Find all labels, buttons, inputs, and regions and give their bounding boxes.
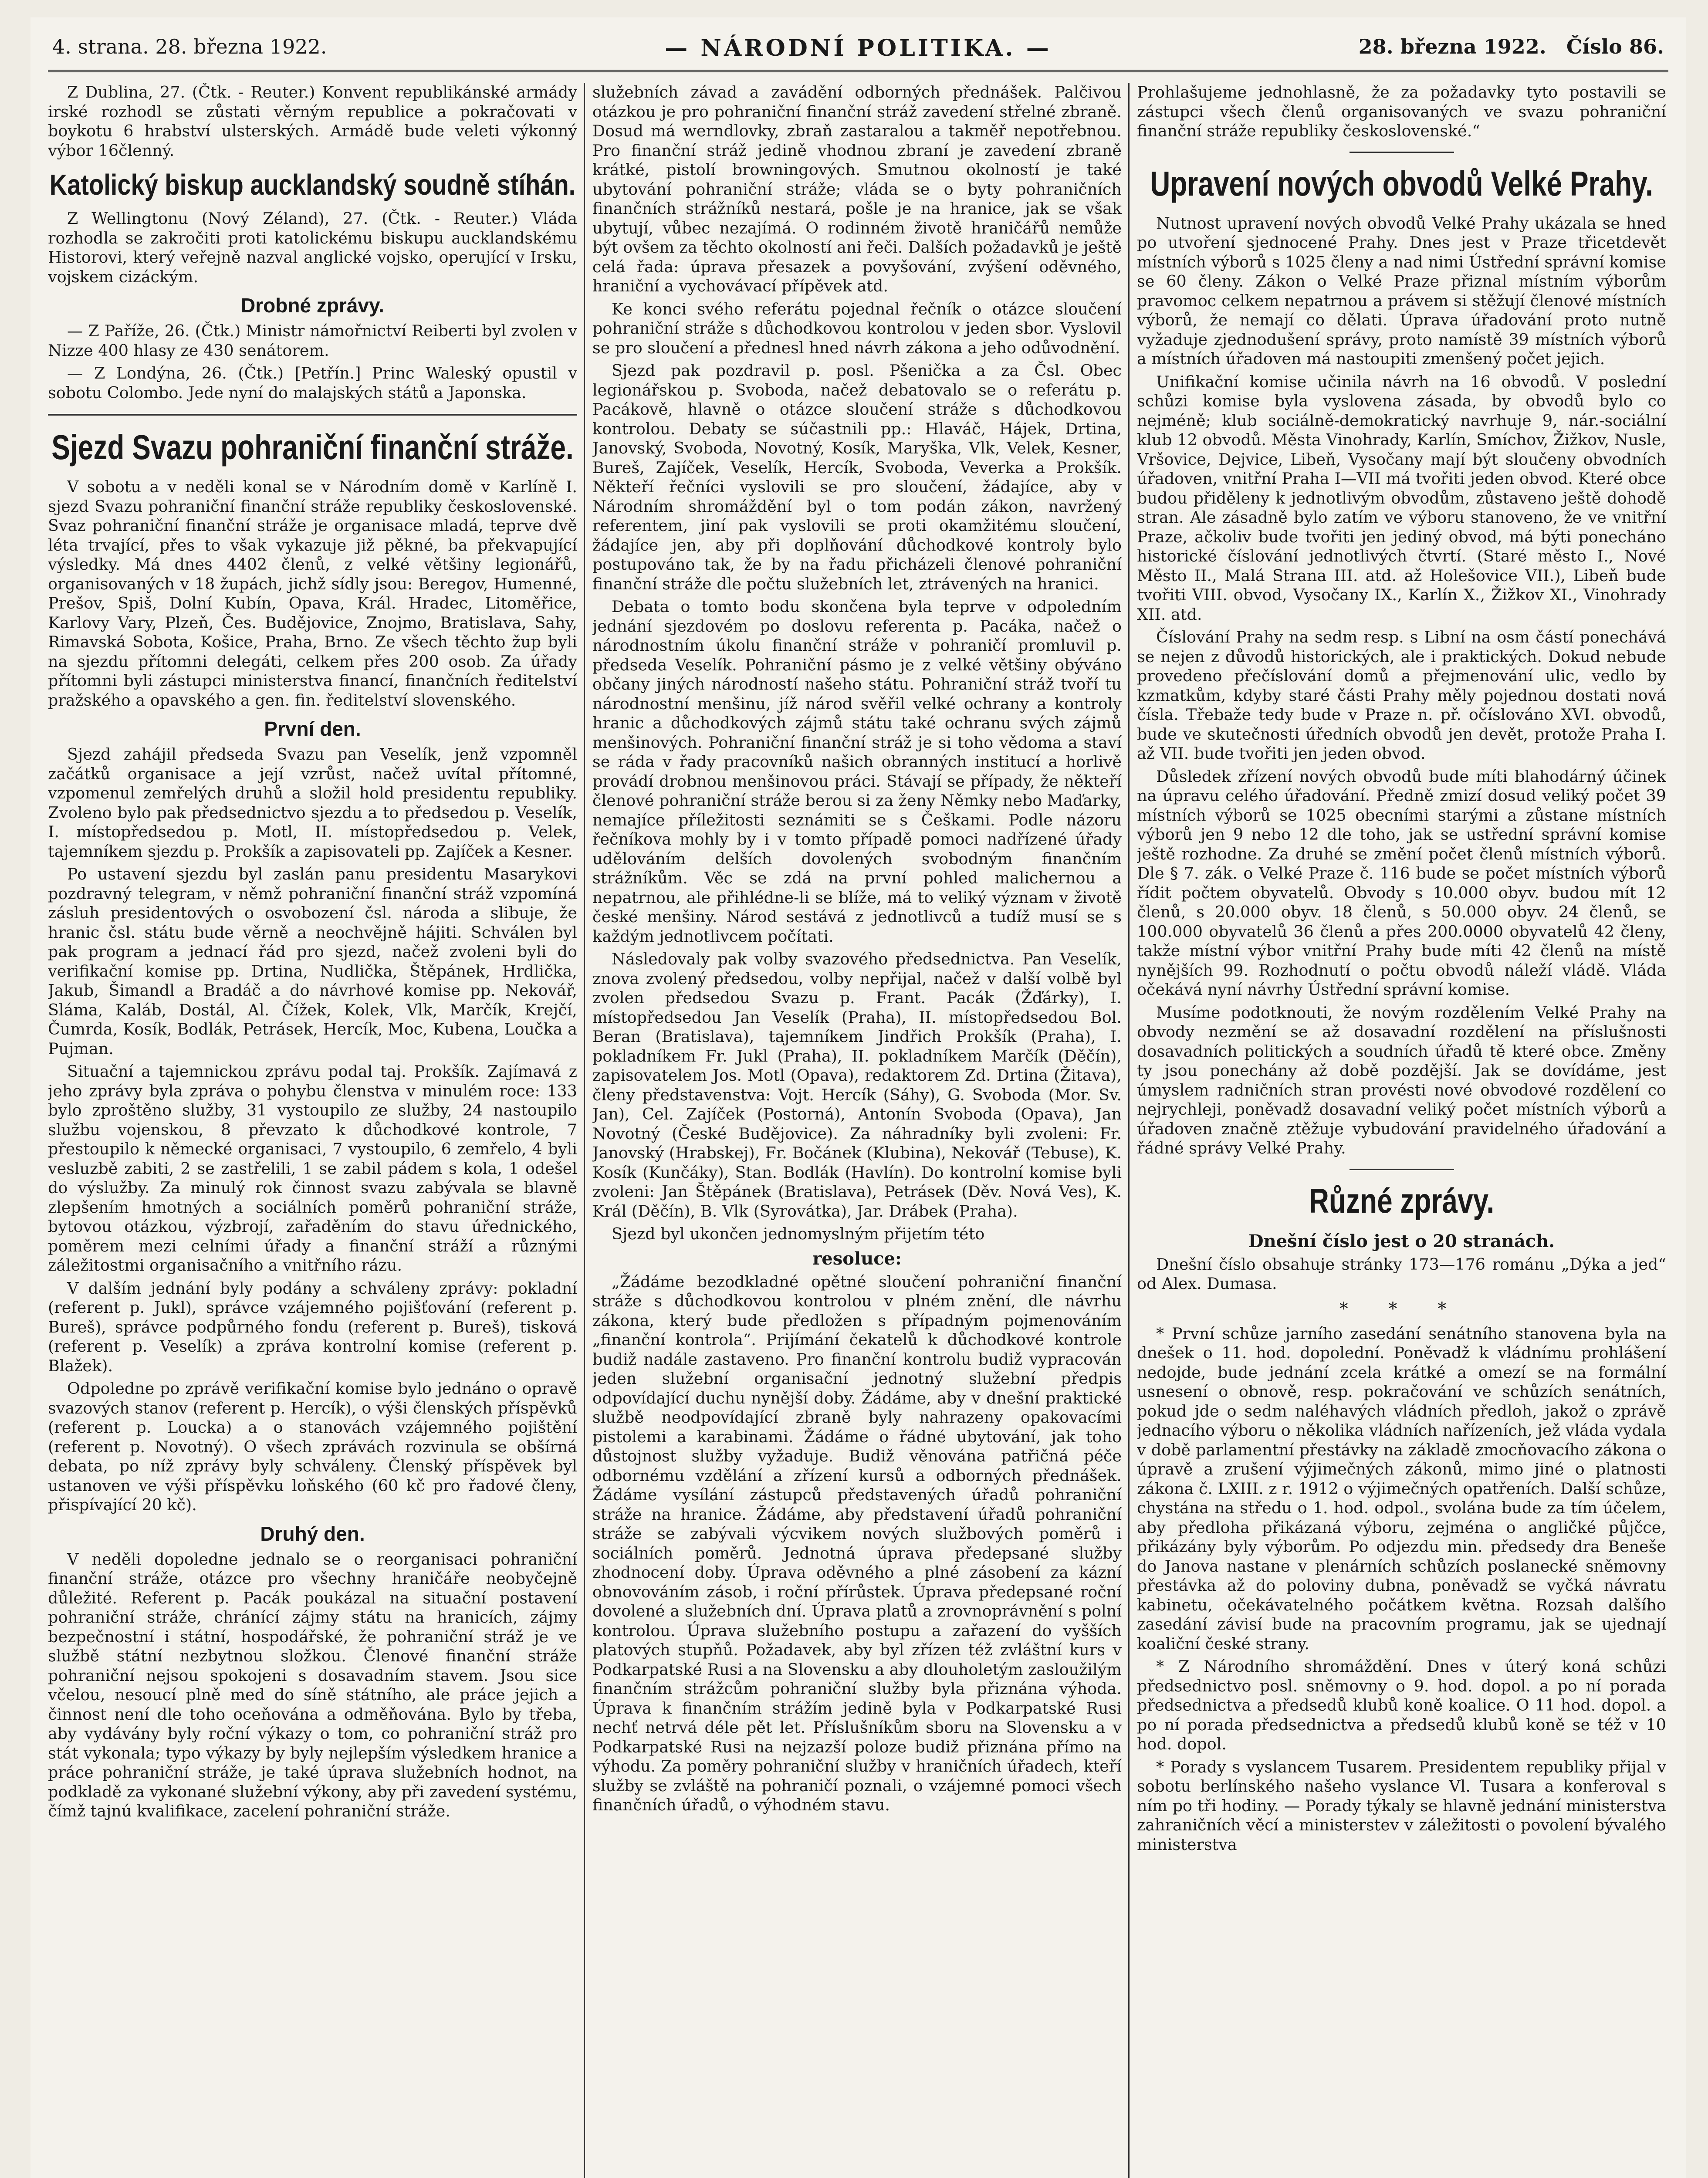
article-paragraph: Unifikační komise učinila návrh na 16 obvodů. V poslední schůzi komise byla vyslovena zásada, by obvodů bylo co nejméně; klub sociálně-demokratický navrhuje 9, nár.-sociální klub 12 obvodů. Města Vinohrady, Karlín, Smíchov, Žižkov, Nusle, Vršovice, Dejvice, Libeň, Vysočany mají být sloučeny obvodních úřadoven, vnitřní Praha I—VII má tvořiti jeden obvod. Které obce budou přiděleny k jednotlivým obvodům, zůstaveno ještě dohodě stran. Ale zásadně bylo zatím ve výboru stanoveno, že ve vnitřní Praze, ačkoliv bude tvořiti jen jediný obvod, má býti ponecháno historické číslování jednotlivých čtvrtí. (Staré město I., Nové Město II., Malá Strana III. atd. až Holešovice VII.), Libeň bude tvořiti VIII. obvod, Vysočany IX., Karlín X., Žižkov XI., Vinohrady XII. atd. <box>1137 372 1666 624</box>
article-paragraph: služebních závad a zavádění odborných přednášek. Palčivou otázkou je pro pohraniční finanční stráž zavedení střelné zbraně. Dosud má werndlovky, zbraň zastaralou a takměř nepotřebnou. Pro finanční stráž jedině vhodnou zbraní je zavedení zbraně krátké, pistolí browningových. Smutnou okolností je také ubytování pohraniční stráže; vláda se o byty pohraničních finančních strážníků nestará, pošle je na hranice, jak se však ubytují, vůbec nezajímá. O rodinném životě hraničářů nemůže být ovšem za těchto okolností ani řeči. Dalších požadavků je ještě celá řada: úprava přesazek a povyšování, zvýšení oděvného, hraniční a vychovávací přípěvek atd. <box>592 83 1122 295</box>
article-paragraph: Ke konci svého referátu pojednal řečník o otázce sloučení pohraniční stráže s důchodkovou kontrolou v jeden sbor. Vyslovil se pro sloučení a přednesl hned návrh zákona a jeho odůvodnění. <box>592 299 1122 357</box>
section-rule <box>1349 152 1454 153</box>
headline-drobne: Drobné zprávy. <box>241 294 384 317</box>
column-divider <box>584 83 585 2178</box>
column-3 <box>1137 83 1666 2178</box>
subheading-second-day: Druhý den. <box>260 1522 365 1545</box>
headline-bishop: Katolický biskup aucklandský soudně stíhán. <box>49 168 576 201</box>
article-paragraph: Z Dublina, 27. (Čtk. - Reuter.) Konvent republikánské armády irské rozhodl se zůstati věrným republice a pokračovati v boykotu 6 hrabství ulsterských. Armádě bude veleti výkonný výbor 16členný. <box>48 83 577 160</box>
article-paragraph: Dnešní číslo obsahuje stránky 173—176 románu „Dýka a jed“ od Alex. Dumasa. <box>1137 1255 1666 1293</box>
date-right: 28. března 1922. <box>1358 35 1546 58</box>
article-paragraph: Debata o tomto bodu skončena byla teprve v odpoledním jednání sjezdovém po doslovu referenta p. Pacáka, načež o národnostním úkolu finanční stráže v pohraničí promluvil p. předseda Veselík. Pohraniční pásmo je z velké většiny obýváno občany jiných národností našeho státu. Pohraniční stráž tvoří tu národnostní menšinu, jíž národ svěřil velké ochrany a kontroly hranic a důchodkových zájmů státu také ochranu svých zájmů menšinových. Pohraniční finanční stráž je si toho vědoma a staví se ráda v řady pracovníků našich obranných institucí a horlivě provádí drobnou menšinovou práci. Stávají se případy, že někteří členové pohraniční stráže berou si za ženy Němky nebo Maďarky, nemajíce příležitosti seznámiti se s Češkami. Podle názoru řečníkova mohly by i v tomto případě pomoci nadřízené úřady udělováním delších dovolených svobodným finančním strážníkům. Věc se zdá na první pohled malichernou a nepatrnou, ale přihlédne-li se blíže, má to veliký význam v životě české menšiny. Národ sestává z jednotlivců a tudíž musí se s každým jednotlivcem počítati. <box>592 597 1122 946</box>
column-divider <box>1128 83 1130 2178</box>
article-paragraph: Následovaly pak volby svazového předsednictva. Pan Veselík, znova zvolený předsedou, volby nepřijal, načež v další volbě byl zvolen předsedou Svazu p. Frant. Pacák (Žďárky), I. místopředsedou Jan Veselík (Praha), II. místopředsedou Bol. Beran (Bratislava), tajemníkem Jindřich Prokšík (Praha), I. pokladníkem Fr. Jukl (Praha), II. pokladníkem Marčík (Děčín), zapisovatelem Jos. Motl (Opava), redaktorem Zd. Drtina (Žitava), členy představenstva: Vojt. Hercík (Sáhy), G. Svoboda (Mor. Sv. Jan), Cel. Zajíček (Postorná), Antonín Svoboda (Opava), Jan Novotný (České Budějovice). Za náhradníky byli zvoleni: Fr. Janovský (Hrabskej), Fr. Bočánek (Klubina), Nekovář (Tebuse), K. Kosík (Kunčáky), Stan. Bodlák (Havlín). Do kontrolní komise byli zvoleni: Jan Štěpánek (Bratislava), Petrásek (Děv. Nová Ves), K. Král (Děčín), B. Vlk (Syrovátka), Jar. Drábek (Praha). <box>592 950 1122 1221</box>
section-rule <box>1349 1169 1454 1170</box>
article-paragraph: V sobotu a v neděli konal se v Národním domě v Karlíně I. sjezd Svazu pohraniční finanční stráže republiky československé. Svaz pohraniční finanční stráže je organisace mladá, teprve dvě léta trvající, přes to však vykazuje již pěkné, ba překvapující výsledky. Má dnes 4402 členů, z velké většiny legionářů, organisovaných v 18 župách, jichž sídly jsou: Beregov, Humenné, Prešov, Spiš, Dolní Kubín, Opava, Král. Hradec, Litoměřice, Karlovy Vary, Plzeň, Čes. Budějovice, Znojmo, Bratislava, Sahy, Rimavská Sobota, Košice, Praha, Brno. Ze všech těchto žup byli na sjezdu přítomni delegáti, celkem přes 200 osob. Za úřady přítomni byli zástupci ministerstva financí, finančních ředitelství pražského a opavského a gen. fin. ředitelství slovenského. <box>48 477 577 710</box>
article-paragraph: Po ustavení sjezdu byl zaslán panu presidentu Masarykovi pozdravný telegram, v němž pohraniční finanční stráž vzpomíná zásluh presidentových o osvobození čsl. národa a slibuje, že hranic čsl. státu bude věrně a neochvějně hájiti. Schválen byl pak program a jednací řád pro sjezd, načež zvoleni byli do verifikační komise pp. Drtina, Nudlička, Štěpánek, Hrdlička, Jakub, Šimandl a Bradáč a do návrhové komise pp. Nekovář, Sláma, Kaláb, Dostál, Al. Čížek, Kolek, Vlk, Marčík, Krejčí, Čumrda, Kosík, Bodlák, Petrásek, Hercík, Moc, Kubena, Loučka a Pujman. <box>48 865 577 1058</box>
article-paragraph: Odpoledne po zprávě verifikační komise bylo jednáno o opravě svazových stanov (referent p. Hercík), o výši členských příspěvků (referent p. Loucka) a o stanovách vzájemného pojištění (referent p. Novotný). O všech zprávách rozvinula se obšírná debata, po níž zprávy byly schváleny. Členský příspěvek byl ustanoven ve výši příspěvku loňského (60 kč pro řadové členy, přispívající 20 kč). <box>48 1379 577 1514</box>
article-paragraph: * Z Národního shromáždění. Dnes v úterý koná schůzi předsednictvo posl. sněmovny o 9. hod. dopol. a po ní porada předsednictva a předsedů klubů koně koalice. O 11 hod. dopol. a po ní porada předsednictva a předsedů klubů koně se též v 10 hod. dopol. <box>1137 1657 1666 1753</box>
article-paragraph: V neděli dopoledne jednalo se o reorganisaci pohraniční finanční stráže, otázce pro všechny hraničáře neobyčejně důležité. Referent p. Pacák poukázal na situační postavení pohraniční stráže, chránící zájmy státu na hranicích, zájmy bezpečnostní i státní, hospodářské, že pohraniční stráž je ve službě státní nezbytnou složkou. Členové finanční stráže pohraniční nejsou spokojeni s dosavadním stavem. Jsou sice včelou, nesoucí plně med do síně státního, ale práce jejich a činnost není dle toho oceňována a odměňována. Bylo by třeba, aby vydávány byly roční výkazy o tom, co pohraniční stráž pro stát vykonala; typo výkazy by byly nejlepším výsledkem hranice a práce pohraniční stráže, je také úprava služebních hodnot, na podkladě za vykonané služební výkony, aby při zavedení systému, čímž tajnú kvalifikace, zacelení pohraniční stráže. <box>48 1549 577 1820</box>
date-left: 28. března 1922. <box>155 35 327 58</box>
newspaper-page <box>30 17 1686 2178</box>
article-paragraph: Sjezd zahájil předseda Svazu pan Veselík, jenž vzpomněl začátků organisace a její vzrůst, načež uvítal přítomné, vzpomenul zemřelých druhů a složil hold presidentu republiky. Zvoleno bylo pak předsednictvo sjezdu a to předsedou p. Veselík, I. místopředsedou p. Motl, II. místopředsedou p. Velek, tajemníkem sjezdu p. Prokšík a zapisovateli pp. Zajíček a Kesner. <box>48 745 577 861</box>
issue-note: Dnešní číslo jest o 20 stranách. <box>1248 1231 1555 1251</box>
headline-ruzne: Různé zprávy. <box>1309 1180 1495 1220</box>
header-right <box>1346 35 1664 58</box>
page-number: 4. strana. <box>52 35 149 58</box>
resolution-label: resoluce: <box>812 1248 902 1269</box>
article-paragraph: Důsledek zřízení nových obvodů bude míti blahodárný účinek na úpravu celého úřadování. Předně zmizí dosud veliký počet 39 místních výborů se 1025 obecními starými a zůstane místních výborů jen 9 nebo 12 dle toho, jak se ustřední správní komise ještě rozhodne. Za druhé se změní počet členů místních výborů. Dle § 7. zák. o Velké Praze č. 116 bude se počet místních výborů řídit počtem obyvatelů. Obvody s 10.000 obyv. budou mít 12 členů, s 20.000 obyv. 18 členů, s 50.000 obyv. 24 členů, se 100.000 obyvatelů 36 členů a přes 200.0000 obyvatelů 42 členy, takže místní výbor vnitřní Prahy bude míti 42 členů na místě nynějších 99. Rozhodnutí o počtu obvodů náleží vládě. Vláda očekává nyní návrhy Ústřední správní komise. <box>1137 767 1666 999</box>
article-paragraph: Sjezd pak pozdravil p. posl. Pšenička a za Čsl. Obec legionářskou p. Svoboda, načež debatovalo se o referátu p. Pacákově, hlavně o otázce sloučení stráže s důchodkovou kontrolou. Debaty se súčastnili pp.: Hlaváč, Hájek, Drtina, Janovský, Svoboda, Novotný, Kosík, Maryška, Vlk, Velek, Kesner, Bureš, Zajíček, Veselík, Hercík, Svoboda, Veverka a Prokšík. Někteří řečníci vyslovili se pro sloučení, žádajíce, aby v Národním shromáždění byl o tom podán zákon, navržený referentem, jiní pak vyslovili se proti okamžitému sloučení, žádajíce jen, aby při doplňování důchodkové kontroly bylo postupováno tak, že by na řadu přicházeli členové pohraniční finanční stráže dle počtu služebních let, ztrávených na hranici. <box>592 361 1122 593</box>
article-paragraph: Situační a tajemnickou zprávu podal taj. Prokšík. Zajímavá z jeho zprávy byla zpráva o pohybu členstva v minulém roce: 133 bylo zproštěno služby, 31 vystoupilo ze služby, 24 nastoupilo službu vojenskou, 8 převzato k důchodkové kontrole, 7 přestoupilo k německé organisaci, 7 vystoupilo, 6 zemřelo, 4 byli vesluzbě zabiti, 2 se zastřelili, 1 se zabil pádem s kola, 1 odešel do výslužby. Za minulý rok činnost svazu zabývala se blavně zlepšením hmotných a sociálních poměrů pohraniční stráže, bytovou otázkou, výzbrojí, zařaděním do stavu úřednického, poměrem mezi celními úřady a finanční stráží a různými záležitostmi organisačního a vnitřního rázu. <box>48 1062 577 1275</box>
article-paragraph: Sjezd byl ukončen jednomyslným přijetím této <box>612 1224 985 1243</box>
article-paragraph: Prohlašujeme jednohlasně, že za požadavky tyto postavili se zástupci všech členů organisovaných ve svazu pohraniční finanční stráže republiky československé.“ <box>1137 83 1666 140</box>
article-paragraph: „Žádáme bezodkladné opětné sloučení pohraniční finanční stráže s důchodkovou kontrolou v plném znění, dle návrhu zákona, který bude předložen s případným pojmenováním „finanční kontrola“. Prijímání čekatelů k důchodkové kontrole budiž nadále zastaveno. Pro finanční kontrolu budiž vypracován jeden služební organisační jednotný služební předpis odpovídající duchu nynější doby. Žádáme, aby v dnešní praktické službě neodpovídající zbraně byly nahrazeny opakovacími pistolemi a karabinami. Žádáme o řádné ubytování, jak toho důstojnost služby vyžaduje. Budiž věnována patřičná péče odbornému vzdělání a zřízení kursů a odborných přednášek. Žádáme vysílání zástupců představených úřadů pohraniční stráže na hranice. Žádáme, aby představení úřadů pohraniční stráže se zabývali výcvikem nových službových poměrů i sociálních poměrů. Jednotná úprava předepsané služby zhodnocení doby. Úprava oděvného a plné zásobení za kázní obnovováním zásob, i roční přírůstek. Úprava předepsané roční dovolené a služebních dní. Úprava platů a zrovnoprávnění s polní kontrolou. Úprava služebního postupu a zařazení do vyšších platových stupňů. Požadavek, aby byl zřízen též zvláštní kurs v Podkarpatské Rusi a na Slovensku a aby dlouholetým zasloužilým finančním strážcům pohraniční služby byla přiznána výhoda. Úprava k finančním strážím jedině byla v Podkarpatské Rusi nechť netrvá déle pět let. Příslušníkům sboru na Slovensku a v Podkarpatské Rusi na nejzazší poloze budiž přiznána přímo na výhodu. Za poměry pohraniční služby v hraničních úřadech, kteří služby se zvláště na pohraničí poznali, o vzájemné pomoci všech finančních úřadů, o výhodném stavu. <box>592 1272 1122 1814</box>
separator-stars: * * * <box>1339 1299 1464 1319</box>
section-rule <box>48 414 577 416</box>
article-paragraph: Z Wellingtonu (Nový Zéland), 27. (Čtk. - Reuter.) Vláda rozhodla se zakročiti proti katolickému biskupu aucklandskému Historovi, který veřejně nazval anglické vojsko, operující v Irsku, vojskem cizáckým. <box>48 209 577 286</box>
article-paragraph: Musíme podotknouti, že novým rozdělením Velké Prahy na obvody nezmění se až dosavadní rozdělení na příslušnosti dosavadních politických a soudních úřadů tě které obce. Změny ty jsou ponechány až době pozdější. Jak se dovídáme, jest úmyslem radničních stran provésti nové obvodové rozdělení co nejrychleji, poněvadž dosavadní veliký počet místních výborů a úřadoven značně ztěžuje vybudování pravidelného úřadování a řádné správy Velké Prahy. <box>1137 1003 1666 1157</box>
article-paragraph: Číslování Prahy na sedm resp. s Libní na osm částí ponechává se nejen z důvodů historických, ale i praktických. Dokud nebude provedeno přečíslování domů a přejmenování ulic, vedlo by kzmatkům, kdyby staré části Prahy měly pojednou dostati nová čísla. Třebaže tedy bude v Praze n. př. očíslováno XVI. obvodů, bude ve skutečnosti úředních obvodů jen devět, protože Praha I. až VII. bude tvořiti jen jeden obvod. <box>1137 628 1666 763</box>
article-paragraph: Nutnost upravení nových obvodů Velké Prahy ukázala se hned po utvoření sjednocené Prahy. Dnes jest v Praze třicetdevět místních výborů s 1025 členy a nad nimi Ústřední správní komise se 60 členy. Zákon o Velké Praze přiznal místním výborům pravomoc celkem nepatrnou a právem si stěžují členové místních výborů, že nemají co dělati. Úprava úřadování proto nutně vyžaduje zjednodušení správy, proto namístě 39 místních výborů a místních úřadoven má nastoupiti zmenšený počet jejich. <box>1137 213 1666 368</box>
issue-number: Číslo 86. <box>1566 35 1664 58</box>
article-paragraph: — Z Londýna, 26. (Čtk.) [Petřín.] Princ Waleský opustil v sobotu Colombo. Jede nyní do malajských států a Japonska. <box>48 364 577 402</box>
headline-sjezd: Sjezd Svazu pohraniční finanční stráže. <box>51 427 574 467</box>
page-header <box>48 22 1668 72</box>
masthead: — NÁRODNÍ POLITIKA. — <box>665 35 1052 61</box>
headline-praha: Upravení nových obvodů Velké Prahy. <box>1150 163 1653 203</box>
subheading-first-day: První den. <box>264 717 361 740</box>
article-paragraph: * Porady s vyslancem Tusarem. Presidentem republiky přijal v sobotu berlínského našeho vyslance Vl. Tusara a konferoval s ním po tři hodiny. — Porady týkaly se hlavně jednání ministerstva zahraničních věcí a ministerstev v záležitosti o povolení bývalého ministerstva <box>1137 1757 1666 1854</box>
column-1 <box>48 83 577 2178</box>
article-paragraph: — Z Paříže, 26. (Čtk.) Ministr námořnictví Reiberti byl zvolen v Nizze 400 hlasy ze 430 senátorem. <box>48 321 577 360</box>
article-paragraph: * První schůze jarního zasedání senátního stanovena byla na dnešek o 11. hod. dopolední. Poněvadž k vládnímu prohlášení nedojde, bude jednání zcela krátké a omezí se na formální usnesení o obnově, resp. pokračování ve schůzích senátních, pokud jde o sedm naléhavých vládních předloh, jakož o zprávě jednacího výboru o několika vládních nařízeních, jež vláda vydala v době parlamentní přestávky na základě zmocňovacího zákona o úpravě a zrušení výjimečných zákonů, mimo jiné o platnosti zákona č. LXIII. z r. 1912 o výjimečných opatřeních. Další schůze, chystána na středu o 1. hod. odpol., svolána bude za tím účelem, aby předloha přikázaná výboru, zejména o angličké půjčce, přikázány byly výborům. Po odjezdu min. předsedy dra Beneše do Janova nastane v plenárních schůzích poslanecké sněmovny přestávka až do poloviny dubna, poněvadž se vyčká návratu kabinetu, očekávatelného počátkem května. Rozsah dalšího zasedání závisí bude na pracovním programu, jak se ujednají koaliční české strany. <box>1137 1324 1666 1653</box>
column-2 <box>592 83 1122 2178</box>
article-paragraph: V dalším jednání byly podány a schváleny zprávy: pokladní (referent p. Jukl), správce vzájemného pojišťování (referent p. Bureš), správce podpůrného fondu (referent p. Bureš), tisková (referent p. Veselík) a zpráva kontrolní komise (referent p. Blažek). <box>48 1278 577 1375</box>
